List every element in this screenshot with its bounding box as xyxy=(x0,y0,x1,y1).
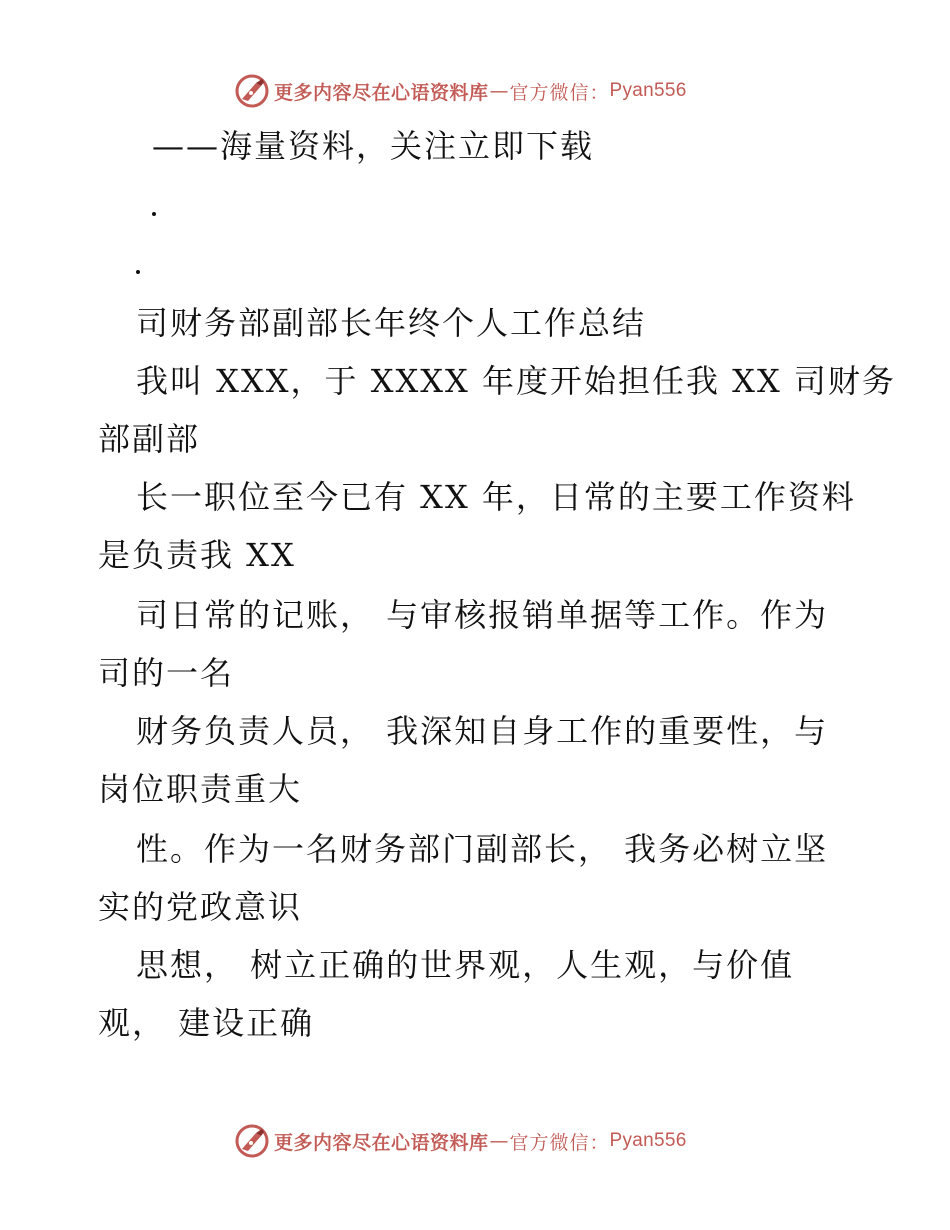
pen-nib-seal-icon xyxy=(234,1123,270,1159)
paragraph-line: 财务负责人员， 我深知自身工作的重要性，与 xyxy=(136,712,829,750)
paragraph-line: 岗位职责重大 xyxy=(98,770,303,808)
watermark-wechat-id: Pyan556 xyxy=(609,80,687,101)
paragraph-line: 是负责我 XX xyxy=(98,536,296,574)
watermark-main-text: 更多内容尽在心语资料库 xyxy=(274,81,489,104)
watermark-dash: — xyxy=(489,1130,509,1152)
pen-nib-seal-icon xyxy=(234,73,270,109)
paragraph-line: 观， 建设正确 xyxy=(98,1004,315,1042)
paragraph-line: 思想， 树立正确的世界观，人生观，与价值 xyxy=(136,946,795,984)
watermark-dash: — xyxy=(489,80,509,102)
watermark-wechat-id: Pyan556 xyxy=(609,1130,687,1151)
watermark-wechat-label: 官方微信： xyxy=(509,81,610,104)
paragraph-line: 实的党政意识 xyxy=(98,888,303,926)
paragraph-line: 长一职位至今已有 XX 年，日常的主要工作资料 xyxy=(136,478,856,516)
paragraph-line: 司的一名 xyxy=(98,654,235,692)
bullet-dot xyxy=(152,212,156,216)
tagline: ——海量资料，关注立即下载 xyxy=(152,127,595,165)
document-title: 司财务部副部长年终个人工作总结 xyxy=(136,304,647,342)
watermark-main-text: 更多内容尽在心语资料库 xyxy=(274,1131,489,1154)
paragraph-line: 性。作为一名财务部门副部长， 我务必树立坚 xyxy=(136,830,829,868)
footer-watermark xyxy=(234,1121,687,1161)
header-watermark xyxy=(234,71,687,111)
paragraph-line: 我叫 XXX，于 XXXX 年度开始担任我 XX 司财务 xyxy=(136,362,896,400)
paragraph-line: 部副部 xyxy=(98,420,201,458)
watermark-wechat-label: 官方微信： xyxy=(509,1131,610,1154)
paragraph-line: 司日常的记账， 与审核报销单据等工作。作为 xyxy=(136,596,829,634)
bullet-dot xyxy=(136,270,140,274)
